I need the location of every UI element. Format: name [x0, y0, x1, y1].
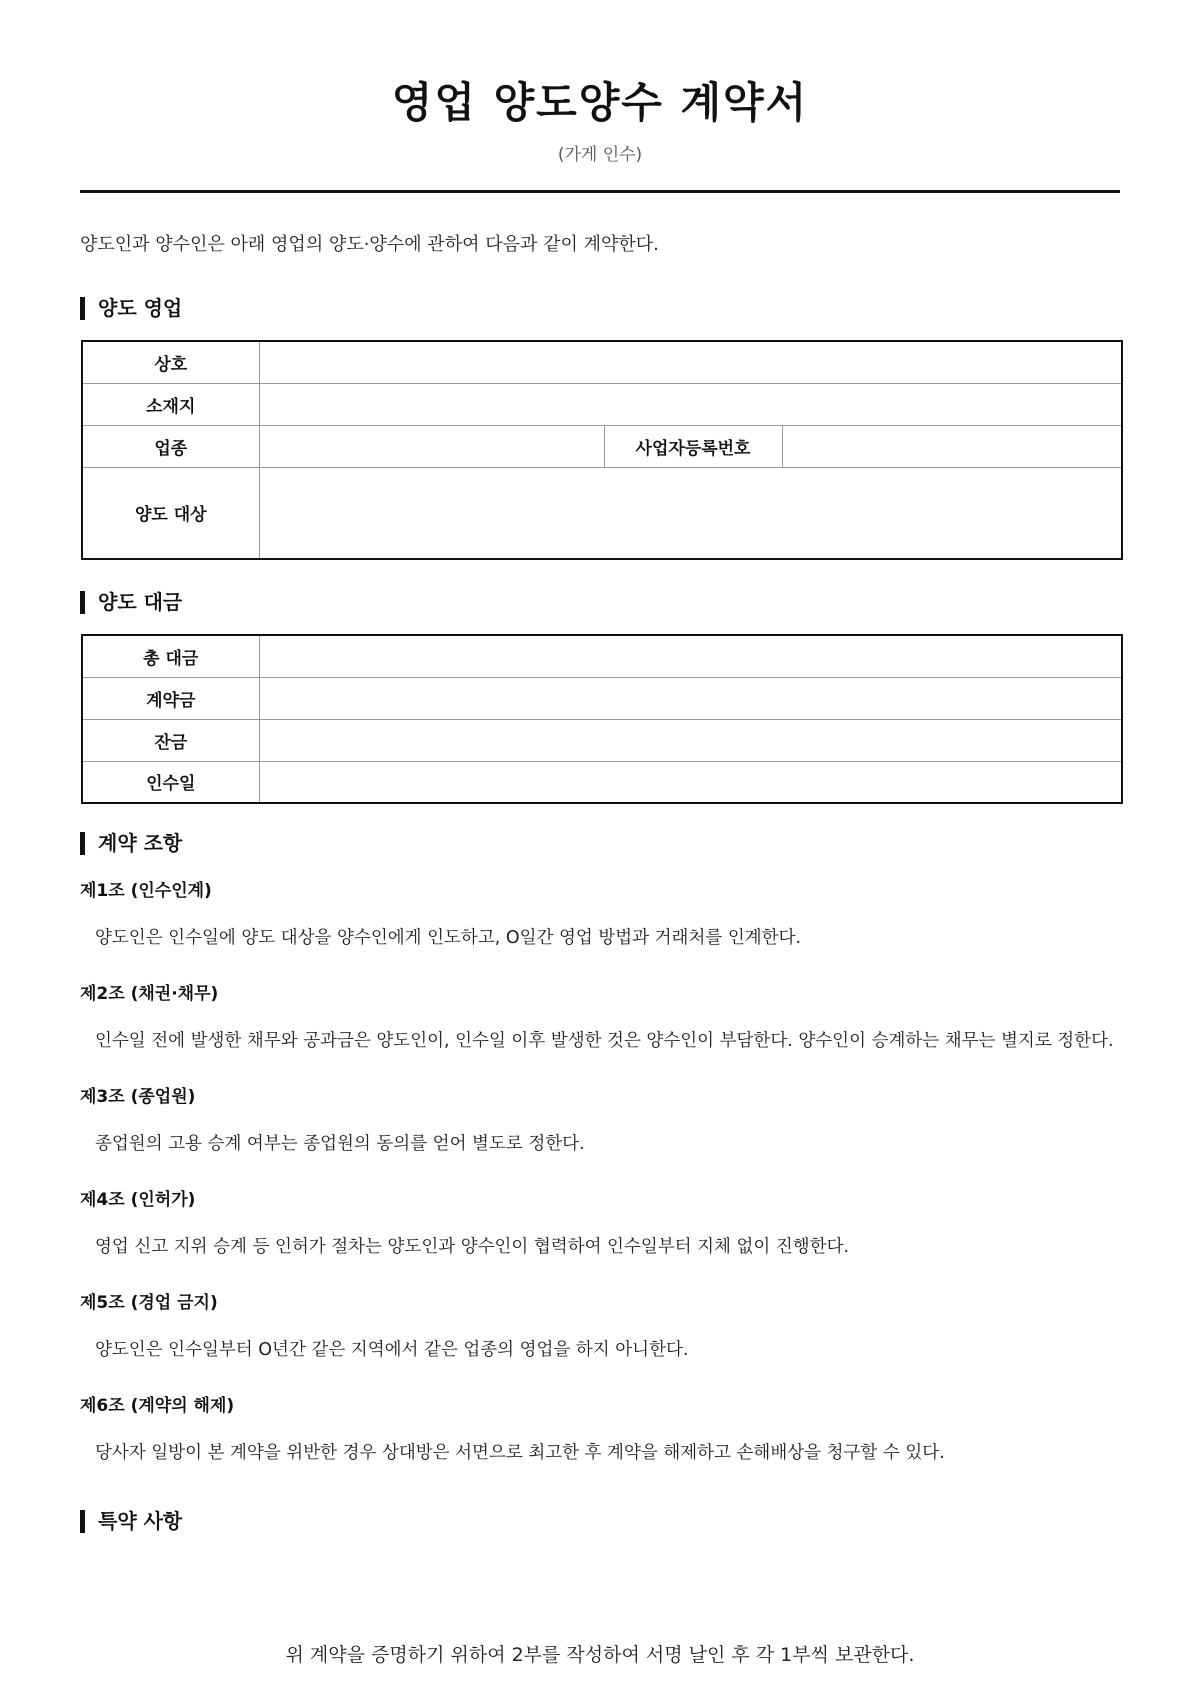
reg-no-field[interactable] [782, 425, 1122, 467]
section-marker [80, 297, 85, 320]
article-5-body: 양도인은 인수일부터 O년간 같은 지역에서 같은 업종의 영업을 하지 아니한다. [95, 1340, 689, 1360]
article-6-title: 제6조 (계약의 해제) [80, 1396, 235, 1416]
section-heading-text: 양도 대금 [98, 590, 183, 614]
balance-field[interactable] [259, 719, 1122, 761]
industry-field[interactable] [259, 425, 604, 467]
document-subtitle: (가게 인수) [557, 145, 643, 165]
table-row [82, 635, 1122, 677]
table-row [82, 341, 1122, 383]
article-1-body: 양도인은 인수일에 양도 대상을 양수인에게 인도하고, O일간 영업 방법과 거래처를 인계한다. [95, 928, 802, 948]
business-table [81, 340, 1123, 560]
section-heading-price [80, 590, 182, 614]
deposit-field[interactable] [259, 677, 1122, 719]
section-marker [80, 591, 85, 614]
total-field[interactable] [259, 635, 1122, 677]
intro-text: 양도인과 양수인은 아래 영업의 양도·양수에 관하여 다음과 같이 계약한다. [80, 234, 659, 255]
label-deposit: 계약금 [82, 677, 259, 719]
article-4-title: 제4조 (인허가) [80, 1190, 196, 1210]
article-6-body: 당사자 일방이 본 계약을 위반한 경우 상대방은 서면으로 최고한 후 계약을 해제하고 손해배상을 청구할 수 있다. [95, 1443, 945, 1463]
article-4-body: 영업 신고 지위 승계 등 인허가 절차는 양도인과 양수인이 협력하여 인수일부터 지체 없이 진행한다. [95, 1237, 850, 1257]
article-3-body: 종업원의 고용 승계 여부는 종업원의 동의를 얻어 별도로 정한다. [95, 1134, 585, 1154]
section-heading-terms [80, 831, 182, 855]
price-table [81, 634, 1123, 804]
special-terms-area[interactable] [80, 1545, 1120, 1615]
target-field[interactable] [259, 467, 1122, 559]
table-row [82, 467, 1122, 559]
title-divider [80, 190, 1120, 193]
section-heading-text: 계약 조항 [98, 831, 183, 855]
label-reg-no: 사업자등록번호 [604, 425, 782, 467]
label-name: 상호 [82, 341, 259, 383]
section-heading-text: 특약 사항 [98, 1509, 183, 1533]
article-5-title: 제5조 (경업 금지) [80, 1293, 218, 1313]
table-row [82, 677, 1122, 719]
article-2-title: 제2조 (채권·채무) [80, 984, 219, 1004]
section-marker [80, 1510, 85, 1533]
section-marker [80, 832, 85, 855]
handover-date-field[interactable] [259, 761, 1122, 803]
table-row [82, 719, 1122, 761]
name-field[interactable] [259, 341, 1122, 383]
section-heading-special [80, 1509, 182, 1533]
label-total: 총 대금 [82, 635, 259, 677]
address-field[interactable] [259, 383, 1122, 425]
document-title: 영업 양도양수 계약서 [391, 78, 809, 127]
article-3-title: 제3조 (종업원) [80, 1087, 196, 1107]
closing-statement: 위 계약을 증명하기 위하여 2부를 작성하여 서명 날인 후 각 1부씩 보관한다. [285, 1644, 915, 1666]
article-1-title: 제1조 (인수인계) [80, 881, 212, 901]
section-heading-text: 양도 영업 [98, 296, 183, 320]
label-handover-date: 인수일 [82, 761, 259, 803]
label-balance: 잔금 [82, 719, 259, 761]
table-row [82, 425, 1122, 467]
table-row [82, 383, 1122, 425]
label-industry: 업종 [82, 425, 259, 467]
section-heading-business [80, 296, 182, 320]
label-target: 양도 대상 [82, 467, 259, 559]
table-row [82, 761, 1122, 803]
article-2-body: 인수일 전에 발생한 채무와 공과금은 양도인이, 인수일 이후 발생한 것은 양수인이 부담한다. 양수인이 승계하는 채무는 별지로 정한다. [95, 1031, 1114, 1051]
label-address: 소재지 [82, 383, 259, 425]
